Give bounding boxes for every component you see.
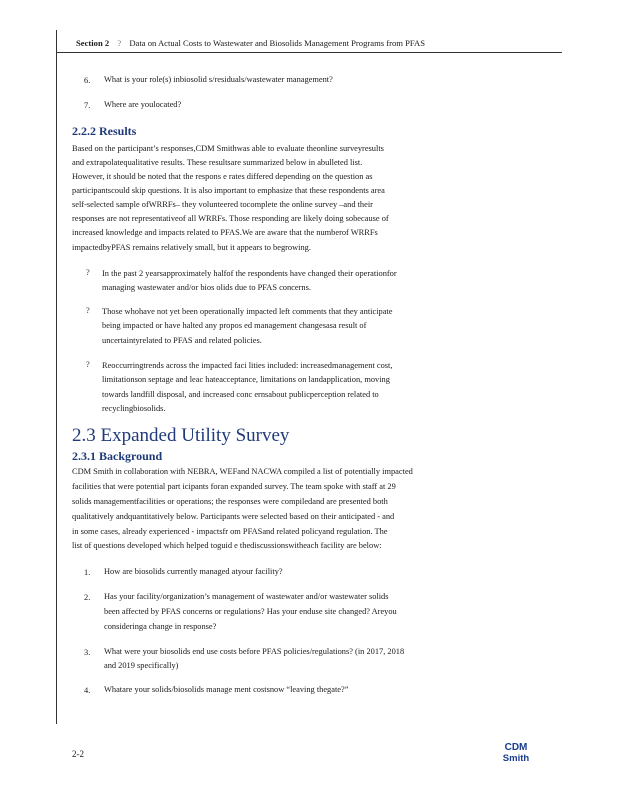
- list-item: What were your biosolids end use costs before PFAS policies/regulations? (in 2017, 2018: [104, 647, 405, 656]
- list-item: been affected by PFAS concerns or regulations? Has your enduse site changed? Areyou: [104, 607, 397, 616]
- paragraph-line: qualitatively andquantitatively below. Participants were selected based on their anticipated - and: [72, 512, 395, 521]
- list-item: Whatare your solids/biosolids manage ment costsnow “leaving thegate?”: [104, 685, 349, 694]
- bullet-line: recyclingbiosolids.: [102, 404, 166, 413]
- bullet-line: In the past 2 yearsapproximately halfof the respondents have changed their operationfor: [102, 269, 397, 278]
- section-heading-survey: 2.3 Expanded Utility Survey: [72, 425, 290, 446]
- paragraph-line: and extrapolatequalitative results. These resultsare summarized below in abulleted list.: [72, 158, 363, 167]
- list-item: and 2019 specifically): [104, 661, 179, 670]
- header-title: Data on Actual Costs to Wastewater and Biosolids Management Programs from PFAS: [129, 38, 426, 48]
- paragraph-line: in some cases, already experienced - impactsfr om PFASand related policyand regulation. The: [72, 527, 388, 536]
- paragraph-line: Based on the participant’s responses,CDM Smithwas able to evaluate theonline surveyresults: [72, 144, 384, 153]
- paragraph-line: self-selected sample ofWRRFs– they volunteered tocomplete the online survey –and their: [72, 200, 373, 209]
- bullet-line: Reoccurringtrends across the impacted faci lities included: increasedmanagement cost,: [102, 361, 393, 370]
- svg-text:CDM: CDM: [504, 742, 528, 753]
- list-number: 2.: [84, 593, 91, 602]
- bullet-line: limitationson septage and leac hateacceptance, limitations on landapplication, moving: [102, 375, 390, 384]
- list-number: 4.: [84, 686, 91, 695]
- section-heading-results: 2.2.2 Results: [72, 124, 137, 138]
- cdm-smith-logo: [496, 741, 536, 763]
- bullet-line: towards landfill disposal, and increased conc ernsabout publicperception related to: [102, 390, 379, 399]
- list-number: 6.: [84, 76, 91, 85]
- list-item: Has your facility/organization’s management of wastewater and/or wastewater solids: [104, 592, 389, 601]
- bullet-line: Those whohave not yet been operationally impacted left comments that they anticipate: [102, 307, 393, 316]
- bullet-marker: ?: [86, 360, 90, 369]
- paragraph-line: facilities that were potential part icipants foran expanded survey. The team spoke with staff at 29: [72, 482, 396, 491]
- list-number: 1.: [84, 568, 91, 577]
- list-item: consideringa change in response?: [104, 622, 217, 631]
- svg-text:Smith: Smith: [502, 753, 530, 763]
- list-item: Where are youlocated?: [104, 100, 182, 109]
- paragraph-line: CDM Smith in collaboration with NEBRA, WEFand NACWA compiled a list of potentially impacted: [72, 467, 413, 476]
- list-item: What is your role(s) inbiosolid s/residuals/wastewater management?: [104, 75, 333, 84]
- bullet-line: managing wastewater and/or bios olids due to PFAS concerns.: [102, 283, 311, 292]
- page-number: 2-2: [72, 749, 84, 759]
- list-number: 3.: [84, 648, 91, 657]
- bullet-line: being impacted or have halted any propos ed management changesasa result of: [102, 321, 367, 330]
- page-header: [76, 38, 425, 48]
- bullet-marker: ?: [86, 306, 90, 315]
- header-rule: [56, 52, 562, 53]
- paragraph-line: list of questions developed which helped toguid e thediscussionswitheach facility are below:: [72, 541, 382, 550]
- subsection-heading-background: 2.3.1 Background: [72, 449, 163, 463]
- list-item: How are biosolids currently managed atyour facility?: [104, 567, 283, 576]
- bullet-line: uncertaintyrelated to PFAS and related policies.: [102, 336, 262, 345]
- paragraph-line: participantscould skip questions. It is also important to emphasize that these respondents area: [72, 186, 385, 195]
- header-separator: ?: [117, 38, 122, 48]
- paragraph-line: solids managementfacilities or operations; the responses were compiledand are presented both: [72, 497, 388, 506]
- left-margin-rule: [56, 30, 57, 724]
- paragraph-line: increased knowledge and impacts related to PFAS.We are aware that the numberof WRRFs: [72, 228, 378, 237]
- header-section: Section 2: [76, 38, 110, 48]
- paragraph-line: impactedbyPFAS remains relatively small, but it appears to begrowing.: [72, 243, 311, 252]
- paragraph-line: responses are not representativeof all WRRFs. Those responding are likely doing sobecause of: [72, 214, 389, 223]
- paragraph-line: However, it should be noted that the respons e rates differed depending on the question as: [72, 172, 373, 181]
- bullet-marker: ?: [86, 268, 90, 277]
- list-number: 7.: [84, 101, 91, 110]
